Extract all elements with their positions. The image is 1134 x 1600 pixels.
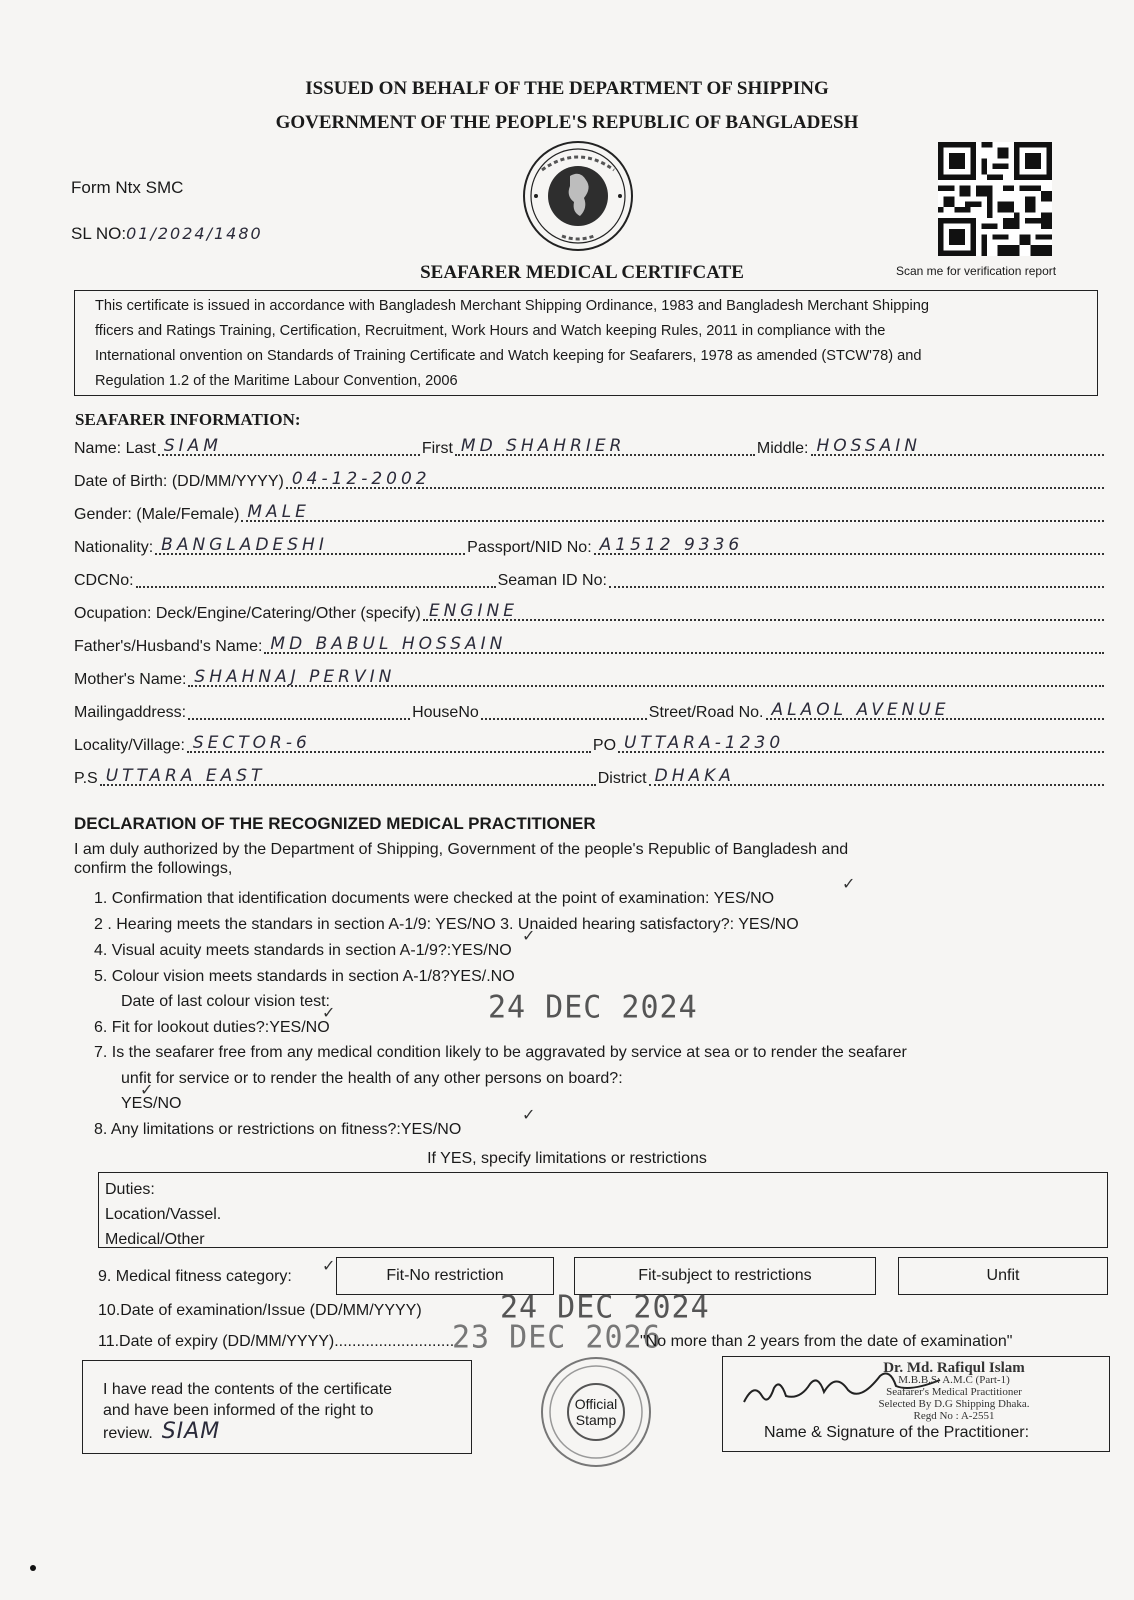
serial-number: [71, 224, 263, 244]
gender-label: Gender: (Male/Female): [74, 506, 240, 523]
locality-row: [74, 729, 1106, 757]
declaration-intro-line: confirm the followings,: [74, 860, 233, 877]
practitioner-sign-label: Name & Signature of the Practitioner:: [764, 1424, 1030, 1441]
intro-line: International onvention on Standards of Training Certificate and Watch keeping for Seafarers, 1978 as amended (STCW'78) and: [95, 348, 922, 364]
locality-value: SECTOR-6: [192, 733, 311, 753]
header-government: GOVERNMENT OF THE PEOPLE'S REPUBLIC OF BANGLADESH: [275, 112, 859, 133]
po-value: UTTARA-1230: [624, 733, 785, 753]
dob-label: Date of Birth: (DD/MM/YYYY): [74, 473, 284, 490]
official-stamp-line: Official: [574, 1396, 618, 1412]
cdc-field[interactable]: [136, 564, 496, 588]
declaration-intro-line: I am duly authorized by the Department of Shipping, Government of the people's Republic of Bangladesh and: [74, 841, 849, 858]
seaman-id-label: Seaman ID No:: [497, 572, 607, 589]
locality-field[interactable]: [187, 729, 591, 753]
official-stamp-line: Stamp: [575, 1412, 617, 1428]
po-field[interactable]: [618, 729, 1104, 753]
gender-value: MALE: [247, 502, 310, 522]
first-name-label: First: [421, 440, 453, 457]
colour-test-date-stamp: 24 DEC 2024: [488, 989, 698, 1026]
nationality-value: BANGLADESHI: [161, 535, 328, 555]
occupation-value: ENGINE: [428, 601, 518, 621]
limitations-caption: If YES, specify limitations or restrictions: [427, 1150, 707, 1167]
limitations-box[interactable]: [98, 1172, 1108, 1248]
official-stamp: [540, 1356, 652, 1468]
declaration-intro: [74, 840, 1034, 878]
cdc-row: [74, 564, 1106, 592]
middle-name-value: HOSSAIN: [816, 436, 921, 456]
declaration-item-8: 8. Any limitations or restrictions on fitness?:YES/NO: [94, 1121, 462, 1138]
expiry-note: "No more than 2 years from the date of examination": [640, 1333, 1013, 1350]
practitioner-role: Seafarer's Medical Practitioner: [886, 1386, 1022, 1398]
practitioner-name: Dr. Md. Rafiqul Islam: [883, 1360, 1025, 1376]
middle-name-field[interactable]: [811, 432, 1105, 456]
ps-field[interactable]: [100, 762, 596, 786]
district-value: DHAKA: [654, 766, 735, 786]
district-field[interactable]: [649, 762, 1104, 786]
government-seal-icon: [522, 140, 634, 252]
locality-label: Locality/Village:: [74, 737, 185, 754]
declaration-item-7-answer: YES/NO: [121, 1095, 182, 1112]
mailing-label: Mailingaddress:: [74, 704, 187, 721]
practitioner-degree: M.B.B.S: A.M.C (Part-1): [898, 1374, 1010, 1386]
mother-row: [74, 663, 1106, 691]
last-name-field[interactable]: [158, 432, 420, 456]
seaman-id-field[interactable]: [609, 564, 1104, 588]
house-field[interactable]: [481, 696, 647, 720]
intro-line: Regulation 1.2 of the Maritime Labour Convention, 2006: [95, 373, 458, 389]
expiry-date-label: 11.Date of expiry (DD/MM/YYYY)...........................: [98, 1333, 455, 1350]
declaration-item-2: 2 . Hearing meets the standars in section A-1/9: YES/NO 3. Unaided hearing satisfactory?: YES/NO: [94, 916, 799, 933]
father-field[interactable]: [264, 630, 1104, 654]
medical-label: Medical/Other: [105, 1231, 205, 1248]
colour-test-label: Date of last colour vision test:: [121, 993, 330, 1010]
declaration-title: DECLARATION OF THE RECOGNIZED MEDICAL PRACTITIONER: [74, 814, 596, 833]
ps-label: P.S: [74, 770, 98, 787]
gender-row: [74, 498, 1106, 526]
certificate-title: SEAFARER MEDICAL CERTIFCATE: [420, 262, 744, 283]
declaration-item-1: 1. Confirmation that identification documents were checked at the point of examination: YES/NO: [94, 890, 775, 907]
nationality-label: Nationality:: [74, 539, 154, 556]
exam-date-label: 10.Date of examination/Issue (DD/MM/YYYY): [98, 1302, 422, 1319]
exam-date-stamp: 24 DEC 2024: [500, 1289, 710, 1326]
passport-field[interactable]: [594, 531, 1104, 555]
intro-statement: [74, 290, 1098, 396]
district-label: District: [597, 770, 647, 787]
ps-row: [74, 762, 1106, 790]
practitioner-details: [834, 1362, 1074, 1422]
serial-label: SL NO:: [71, 224, 127, 243]
official-stamp-text: [540, 1396, 652, 1428]
review-label: review.: [103, 1425, 153, 1442]
nationality-field[interactable]: [155, 531, 465, 555]
practitioner-org: Selected By D.G Shipping Dhaka.: [878, 1398, 1030, 1410]
middle-name-label: Middle:: [756, 440, 809, 457]
tick-mark-icon: ✓: [322, 1258, 336, 1275]
acknowledgement-line: I have read the contents of the certificate: [103, 1381, 393, 1398]
ps-value: UTTARA EAST: [105, 766, 266, 786]
father-row: [74, 630, 1106, 658]
mailing-field[interactable]: [188, 696, 410, 720]
tick-mark-icon: ✓: [322, 1005, 336, 1022]
tick-mark-icon: ✓: [522, 1107, 536, 1124]
nationality-row: [74, 531, 1106, 559]
unfit-option[interactable]: Unfit: [898, 1257, 1108, 1295]
duties-label: Duties:: [105, 1181, 155, 1198]
first-name-field[interactable]: [455, 432, 755, 456]
expiry-date-stamp: 23 DEC 2026: [452, 1319, 662, 1356]
first-name-value: MD SHAHRIER: [460, 436, 626, 456]
occupation-field[interactable]: [423, 597, 1104, 621]
page-dot: [30, 1565, 36, 1571]
acknowledgement-box: [82, 1360, 472, 1454]
seafarer-signature: SIAM: [161, 1419, 221, 1444]
tick-mark-icon: ✓: [522, 928, 536, 945]
fitness-category-label: 9. Medical fitness category:: [98, 1268, 292, 1285]
declaration-item-4: 4. Visual acuity meets standards in section A-1/9?:YES/NO: [94, 942, 512, 959]
intro-line: This certificate is issued in accordance with Bangladesh Merchant Shipping Ordinance, 1983 and Bangladesh Merchant Shipping: [95, 298, 929, 314]
dob-value: 04-12-2002: [291, 469, 431, 489]
declaration-item-6: 6. Fit for lookout duties?:YES/NO: [94, 1019, 330, 1036]
mother-field[interactable]: [188, 663, 1104, 687]
qr-caption: Scan me for verification report: [896, 264, 1057, 278]
practitioner-regd: Regd No : A-2551: [913, 1410, 995, 1422]
passport-label: Passport/NID No:: [467, 539, 592, 556]
mother-label: Mother's Name:: [74, 671, 187, 688]
fit-subject-to-restrictions-option[interactable]: Fit-subject to restrictions: [574, 1257, 876, 1295]
fit-no-restriction-option[interactable]: Fit-No restriction: [336, 1257, 554, 1295]
serial-value: 01/2024/1480: [126, 224, 263, 243]
father-label: Father's/Husband's Name:: [74, 638, 263, 655]
po-label: PO: [592, 737, 617, 754]
tick-mark-icon: ✓: [140, 1082, 154, 1099]
form-id: Form Ntx SMC: [71, 178, 184, 197]
last-name-label: Name: Last: [74, 440, 156, 457]
occupation-label: Ocupation: Deck/Engine/Catering/Other (specify): [74, 605, 421, 622]
last-name-value: SIAM: [163, 436, 222, 456]
declaration-item-7-line: unfit for service or to render the health of any other persons on board?:: [121, 1070, 623, 1087]
declaration-item-5: 5. Colour vision meets standards in section A-1/8?YES/.NO: [94, 968, 515, 985]
passport-value: A1512 9336: [599, 535, 744, 555]
tick-mark-icon: ✓: [842, 876, 856, 893]
occupation-row: [74, 597, 1106, 625]
dob-field[interactable]: [286, 465, 1104, 489]
street-label: Street/Road No.: [648, 704, 764, 721]
acknowledgement-line: [103, 1421, 451, 1444]
name-row: [74, 432, 1106, 460]
cdc-label: CDCNo:: [74, 572, 134, 589]
qr-code-icon[interactable]: [938, 142, 1052, 256]
declaration-item-7: 7. Is the seafarer free from any medical condition likely to be aggravated by service at sea or to render the seafarer: [94, 1044, 907, 1061]
father-value: MD BABUL HOSSAIN: [270, 634, 507, 654]
mother-value: SHAHNAJ PERVIN: [194, 667, 396, 687]
location-label: Location/Vassel.: [105, 1206, 222, 1223]
header-department: ISSUED ON BEHALF OF THE DEPARTMENT OF SHIPPING: [305, 78, 829, 99]
mailing-row: [74, 696, 1106, 724]
acknowledgement-line: and have been informed of the right to: [103, 1402, 374, 1419]
gender-field[interactable]: [241, 498, 1104, 522]
dob-row: [74, 465, 1106, 493]
seafarer-info-title: SEAFARER INFORMATION:: [75, 410, 301, 429]
house-label: HouseNo: [412, 704, 479, 721]
street-field[interactable]: [766, 696, 1105, 720]
street-value: ALAOL AVENUE: [771, 700, 950, 720]
intro-line: fficers and Ratings Training, Certification, Recruitment, Work Hours and Watch keeping Rules, 2011 in compliance with the: [95, 323, 886, 339]
